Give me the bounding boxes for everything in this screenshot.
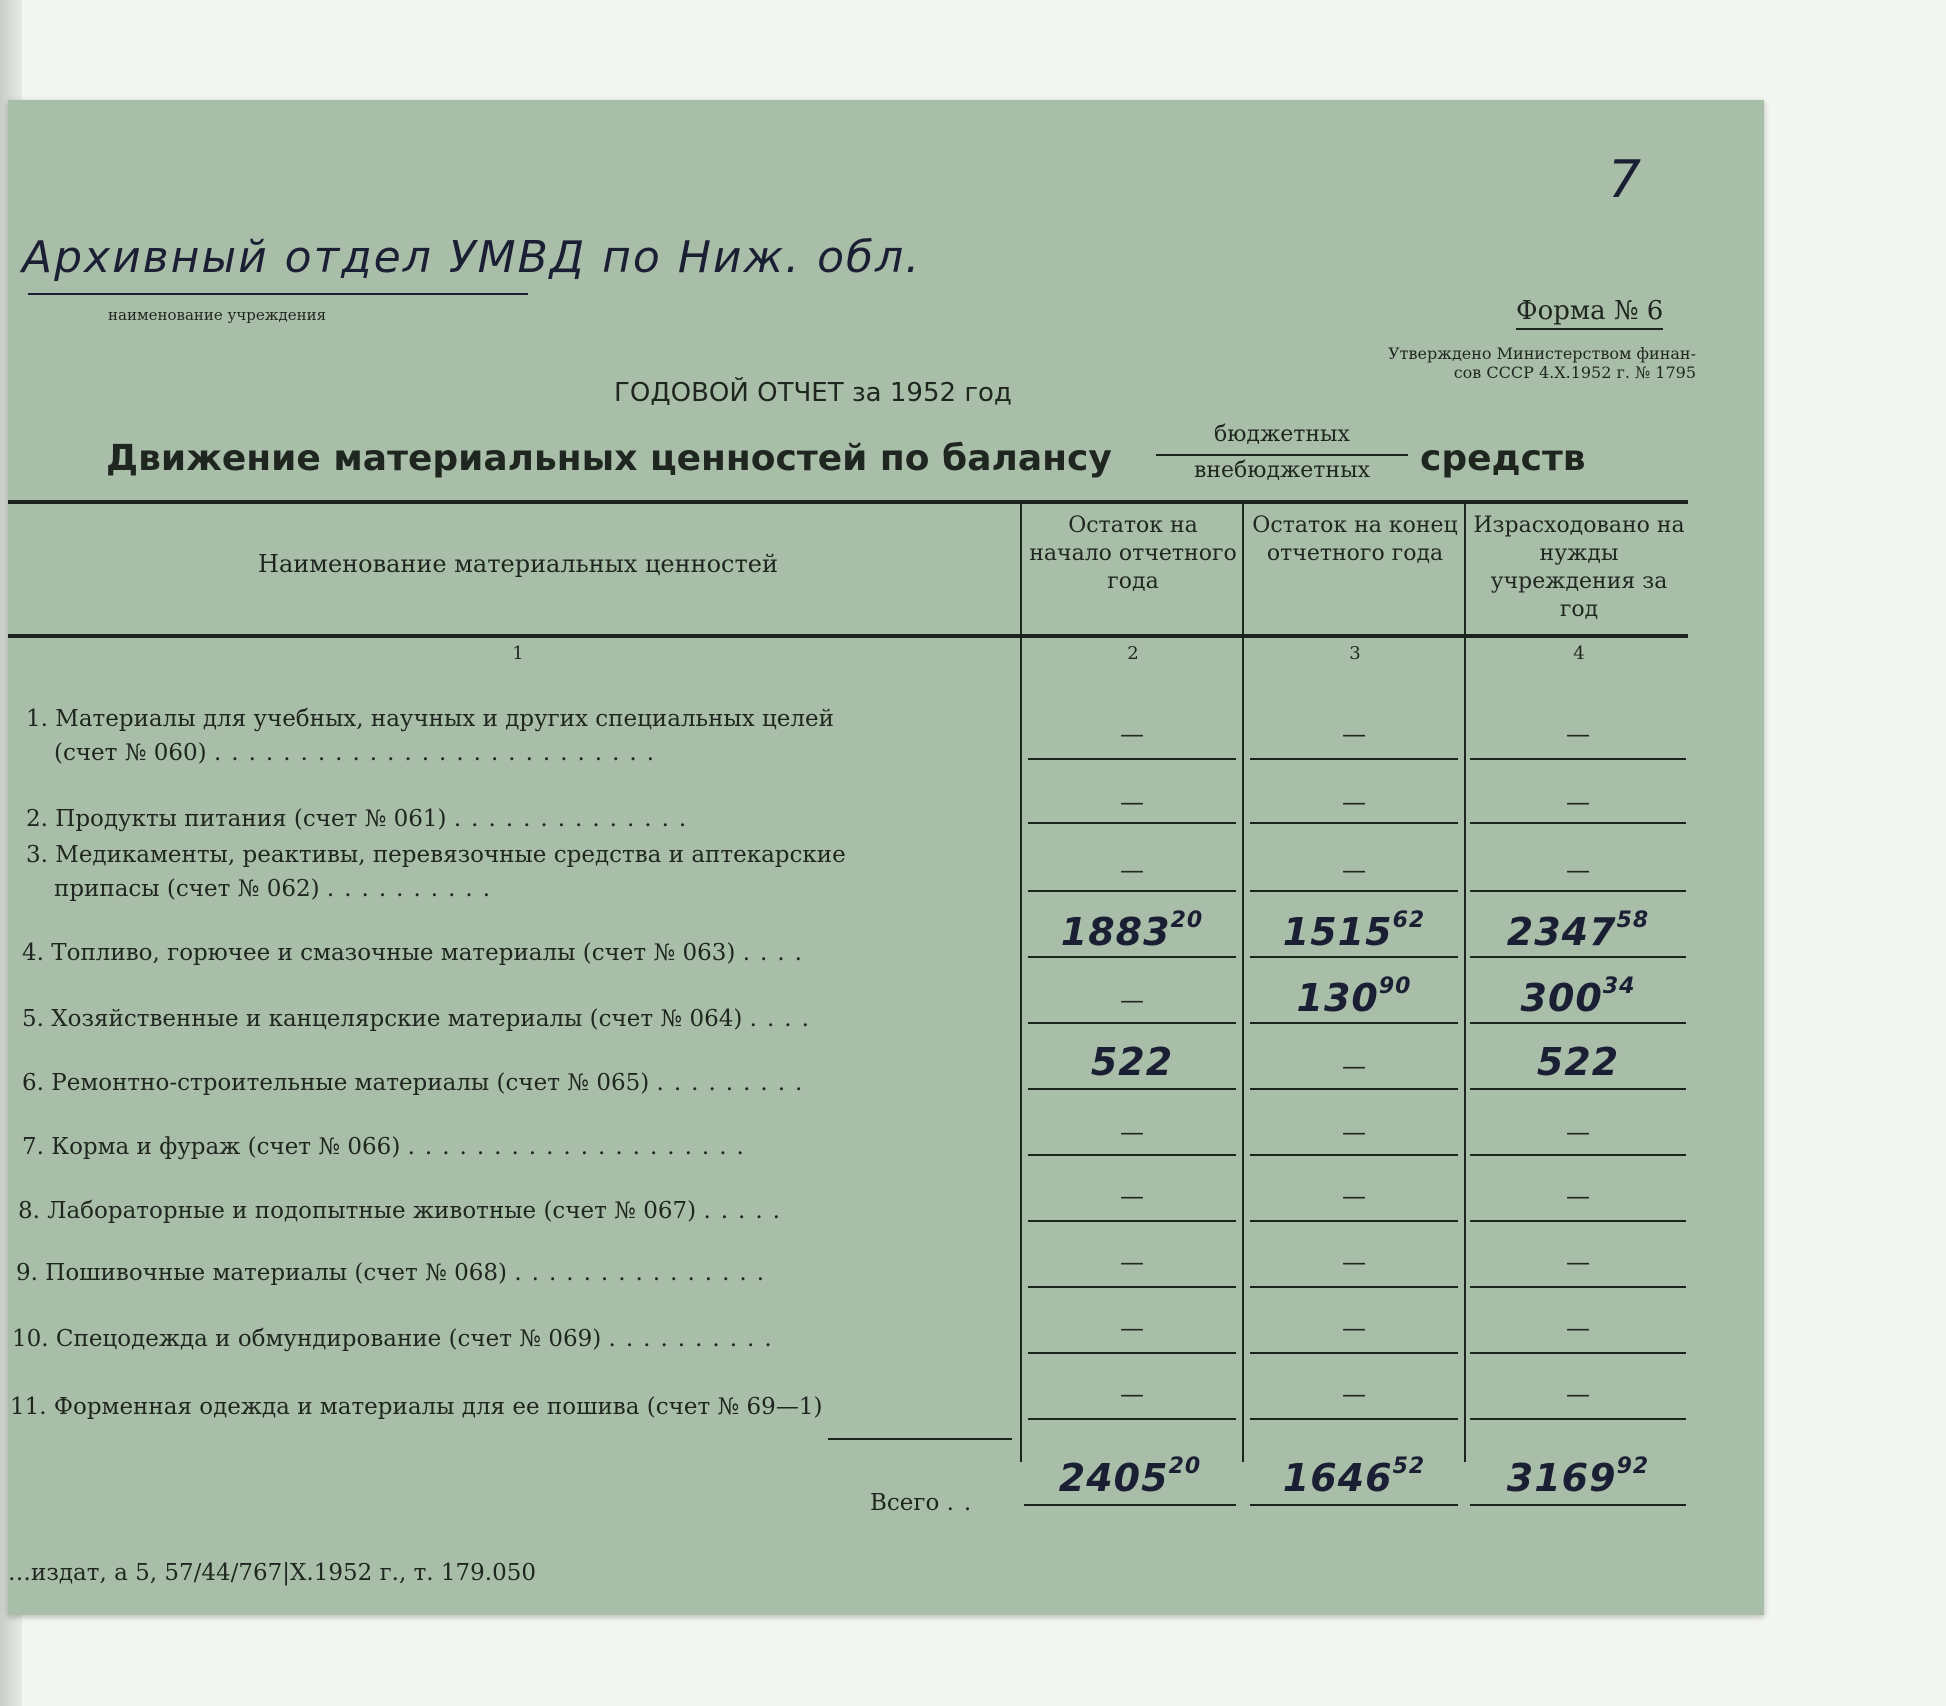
page-number: 7 bbox=[1608, 150, 1644, 210]
row-4-c4-int: 2347 bbox=[1506, 910, 1617, 954]
institution-underline bbox=[28, 293, 528, 295]
row-text-2: припасы (счет № 062) bbox=[54, 876, 320, 902]
row-2-c4: — bbox=[1566, 788, 1590, 816]
total-rule-c3 bbox=[1250, 1504, 1458, 1506]
row-number: 4. bbox=[22, 940, 44, 966]
table-row-3-label bbox=[26, 842, 846, 868]
row-1-c4: — bbox=[1566, 720, 1590, 748]
table-row-5-label: 5. Хозяйственные и канцелярские материалы (счет № 064) .... bbox=[22, 1006, 819, 1032]
form-approval-line-1: Утверждено Министерством финан- bbox=[1388, 344, 1696, 363]
row-4-c2 bbox=[1028, 908, 1236, 954]
row-text: Хозяйственные и канцелярские материалы (счет № 064) bbox=[51, 1006, 743, 1032]
row-6-rule-c4 bbox=[1470, 1088, 1686, 1090]
table-row-4-label: 4. Топливо, горючее и смазочные материалы (счет № 063) .... bbox=[22, 940, 812, 966]
table-row-9-label: 9. Пошивочные материалы (счет № 068) ............... bbox=[16, 1260, 775, 1286]
row-8-rule-c2 bbox=[1028, 1220, 1236, 1222]
fraction-bar bbox=[1156, 454, 1408, 456]
table-top-rule bbox=[8, 500, 1688, 504]
header-num-3: 3 bbox=[1349, 643, 1361, 664]
row-number: 8. bbox=[18, 1198, 40, 1224]
row-7-c4: — bbox=[1566, 1118, 1590, 1146]
row-8-c3: — bbox=[1342, 1182, 1366, 1210]
row-4-c2-int: 1883 bbox=[1060, 910, 1171, 954]
report-subtitle: Движение материальных ценностей по балансу bbox=[106, 438, 1112, 479]
row-10-rule-c3 bbox=[1250, 1352, 1458, 1354]
table-row-6-label: 6. Ремонтно-строительные материалы (счет № 065) ......... bbox=[22, 1070, 813, 1096]
row-number: 7. bbox=[22, 1134, 44, 1160]
row-6-c4: 522 bbox=[1536, 1040, 1620, 1084]
total-rule-c4 bbox=[1470, 1504, 1686, 1506]
row-5-c3-frac: 90 bbox=[1378, 974, 1412, 999]
institution-caption: наименование учреждения bbox=[108, 306, 327, 324]
row-number: 2. bbox=[26, 806, 48, 832]
row-1-rule-c4 bbox=[1470, 758, 1686, 760]
total-c2 bbox=[1024, 1454, 1236, 1500]
row-number: 10. bbox=[12, 1326, 49, 1352]
row-5-rule-c3 bbox=[1250, 1022, 1458, 1024]
total-c4-int: 3169 bbox=[1506, 1456, 1617, 1500]
row-5-rule-c2 bbox=[1028, 1022, 1236, 1024]
table-row-10-label: 10. Спецодежда и обмундирование (счет № 069) .......... bbox=[12, 1326, 782, 1352]
row-9-c3: — bbox=[1342, 1248, 1366, 1276]
row-number: 9. bbox=[16, 1260, 38, 1286]
imprint: …издат, а 5, 57/44/767|X.1952 г., т. 179.050 bbox=[8, 1560, 537, 1586]
row-text: Медикаменты, реактивы, перевязочные средства и аптекарские bbox=[55, 842, 846, 868]
row-7-c2: — bbox=[1120, 1118, 1144, 1146]
row-1-c2: — bbox=[1120, 720, 1144, 748]
header-name: Наименование материальных ценностей bbox=[258, 550, 778, 578]
row-5-c3-int: 130 bbox=[1296, 976, 1379, 1020]
form-approval bbox=[1256, 344, 1696, 382]
row-11-rule-c3 bbox=[1250, 1418, 1458, 1420]
row-number: 3. bbox=[26, 842, 48, 868]
total-c4 bbox=[1470, 1454, 1686, 1500]
row-3-c3: — bbox=[1342, 856, 1366, 884]
row-1-rule-c3 bbox=[1250, 758, 1458, 760]
row-9-rule-c4 bbox=[1470, 1286, 1686, 1288]
row-4-c2-frac: 20 bbox=[1170, 908, 1204, 933]
row-text: Лабораторные и подопытные животные (счет № 067) bbox=[47, 1198, 697, 1224]
row-4-rule-c4 bbox=[1470, 956, 1686, 958]
row-text: Пошивочные материалы (счет № 068) bbox=[45, 1260, 508, 1286]
row-4-c4 bbox=[1470, 908, 1686, 954]
total-c2-int: 2405 bbox=[1058, 1456, 1169, 1500]
row-number: 1. bbox=[26, 706, 48, 732]
header-num-1: 1 bbox=[512, 643, 524, 664]
total-c3-frac: 52 bbox=[1392, 1454, 1426, 1479]
table-row-2-label: 2. Продукты питания (счет № 061) .............. bbox=[26, 806, 697, 832]
row-9-c2: — bbox=[1120, 1248, 1144, 1276]
total-label: Всего .. bbox=[870, 1490, 982, 1516]
form-number: Форма № 6 bbox=[1516, 296, 1663, 330]
row-7-rule-c2 bbox=[1028, 1154, 1236, 1156]
row-8-rule-c4 bbox=[1470, 1220, 1686, 1222]
total-label-text: Всего bbox=[870, 1490, 940, 1516]
row-9-rule-c2 bbox=[1028, 1286, 1236, 1288]
total-rule-c2 bbox=[1024, 1504, 1236, 1506]
row-11-c4: — bbox=[1566, 1380, 1590, 1408]
row-text: Спецодежда и обмундирование (счет № 069) bbox=[55, 1326, 602, 1352]
row-7-rule-c4 bbox=[1470, 1154, 1686, 1156]
row-text: Топливо, горючее и смазочные материалы (счет № 063) bbox=[51, 940, 736, 966]
row-8-c4: — bbox=[1566, 1182, 1590, 1210]
row-7-c3: — bbox=[1342, 1118, 1366, 1146]
row-11-rule-c2 bbox=[1028, 1418, 1236, 1420]
table-header-rule bbox=[8, 634, 1688, 638]
row-2-rule-c4 bbox=[1470, 822, 1686, 824]
row-4-c4-frac: 58 bbox=[1616, 908, 1650, 933]
row-10-c4: — bbox=[1566, 1314, 1590, 1342]
report-form-sheet bbox=[8, 100, 1764, 1615]
row-1-c3: — bbox=[1342, 720, 1366, 748]
row-5-c3 bbox=[1250, 974, 1458, 1020]
row-text: Ремонтно-строительные материалы (счет № 065) bbox=[51, 1070, 650, 1096]
row-number: 6. bbox=[22, 1070, 44, 1096]
row-6-rule-c2 bbox=[1028, 1088, 1236, 1090]
row-2-rule-c3 bbox=[1250, 822, 1458, 824]
row-2-c3: — bbox=[1342, 788, 1366, 816]
total-c2-frac: 20 bbox=[1168, 1454, 1202, 1479]
row-text: Форменная одежда и материалы для ее пошива (счет № 69—1) bbox=[53, 1394, 823, 1420]
total-separator bbox=[828, 1438, 1012, 1440]
row-text: Материалы для учебных, научных и других специальных целей bbox=[55, 706, 834, 732]
row-text: Продукты питания (счет № 061) bbox=[55, 806, 447, 832]
form-approval-line-2: сов СССР 4.X.1952 г. № 1795 bbox=[1453, 363, 1696, 382]
row-8-rule-c3 bbox=[1250, 1220, 1458, 1222]
row-9-c4: — bbox=[1566, 1248, 1590, 1276]
row-4-c3 bbox=[1250, 908, 1458, 954]
table-row-1-label-2: (счет № 060) .......................... bbox=[54, 740, 665, 766]
row-6-c3: — bbox=[1342, 1052, 1366, 1080]
row-number: 11. bbox=[10, 1394, 47, 1420]
row-1-rule-c2 bbox=[1028, 758, 1236, 760]
header-end-balance: Остаток на конец отчетного года bbox=[1252, 513, 1458, 566]
row-4-c3-frac: 62 bbox=[1392, 908, 1426, 933]
row-11-c3: — bbox=[1342, 1380, 1366, 1408]
row-5-c4-int: 300 bbox=[1520, 976, 1603, 1020]
header-num-2: 2 bbox=[1127, 643, 1139, 664]
row-6-c2: 522 bbox=[1090, 1040, 1174, 1084]
row-8-c2: — bbox=[1120, 1182, 1144, 1210]
row-5-c2: — bbox=[1120, 986, 1144, 1014]
row-11-rule-c4 bbox=[1470, 1418, 1686, 1420]
row-2-rule-c2 bbox=[1028, 822, 1236, 824]
row-7-rule-c3 bbox=[1250, 1154, 1458, 1156]
row-10-c3: — bbox=[1342, 1314, 1366, 1342]
row-text: Корма и фураж (счет № 066) bbox=[51, 1134, 401, 1160]
table-row-7-label: 7. Корма и фураж (счет № 066) .................... bbox=[22, 1134, 754, 1160]
report-subtitle-suffix: средств bbox=[1420, 438, 1586, 479]
total-c3 bbox=[1250, 1454, 1458, 1500]
table-row-1-label bbox=[26, 706, 834, 732]
row-5-c4 bbox=[1470, 974, 1686, 1020]
row-4-c3-int: 1515 bbox=[1282, 910, 1393, 954]
row-3-rule-c4 bbox=[1470, 890, 1686, 892]
row-11-c2: — bbox=[1120, 1380, 1144, 1408]
fraction-bottom: внебюджетных bbox=[1193, 458, 1371, 483]
row-5-rule-c4 bbox=[1470, 1022, 1686, 1024]
col-divider-1 bbox=[1020, 504, 1022, 1462]
col-divider-3 bbox=[1464, 504, 1466, 1462]
row-3-rule-c2 bbox=[1028, 890, 1236, 892]
report-title: ГОДОВОЙ ОТЧЕТ за 1952 год bbox=[614, 378, 1012, 408]
row-6-rule-c3 bbox=[1250, 1088, 1458, 1090]
col-divider-2 bbox=[1242, 504, 1244, 1462]
row-text-2: (счет № 060) bbox=[54, 740, 207, 766]
table-row-3-label-2: припасы (счет № 062) .......... bbox=[54, 876, 501, 902]
row-10-c2: — bbox=[1120, 1314, 1144, 1342]
row-4-rule-c3 bbox=[1250, 956, 1458, 958]
fraction-top: бюджетных bbox=[1214, 422, 1350, 447]
row-2-c2: — bbox=[1120, 788, 1144, 816]
row-5-c4-frac: 34 bbox=[1602, 974, 1636, 999]
row-9-rule-c3 bbox=[1250, 1286, 1458, 1288]
row-number: 5. bbox=[22, 1006, 44, 1032]
row-10-rule-c2 bbox=[1028, 1352, 1236, 1354]
header-spent: Израсходовано на нужды учреждения за год bbox=[1473, 513, 1685, 622]
row-3-c4: — bbox=[1566, 856, 1590, 884]
row-4-rule-c2 bbox=[1028, 956, 1236, 958]
table-row-11-label bbox=[10, 1394, 822, 1420]
table-row-8-label: 8. Лабораторные и подопытные животные (счет № 067) ..... bbox=[18, 1198, 790, 1224]
row-10-rule-c4 bbox=[1470, 1352, 1686, 1354]
row-3-c2: — bbox=[1120, 856, 1144, 884]
total-c3-int: 1646 bbox=[1282, 1456, 1393, 1500]
header-num-4: 4 bbox=[1573, 643, 1585, 664]
row-3-rule-c3 bbox=[1250, 890, 1458, 892]
total-c4-frac: 92 bbox=[1616, 1454, 1650, 1479]
header-start-balance: Остаток на начало отчетного года bbox=[1029, 513, 1237, 594]
institution-name: Архивный отдел УМВД по Ниж. обл. bbox=[22, 232, 922, 283]
